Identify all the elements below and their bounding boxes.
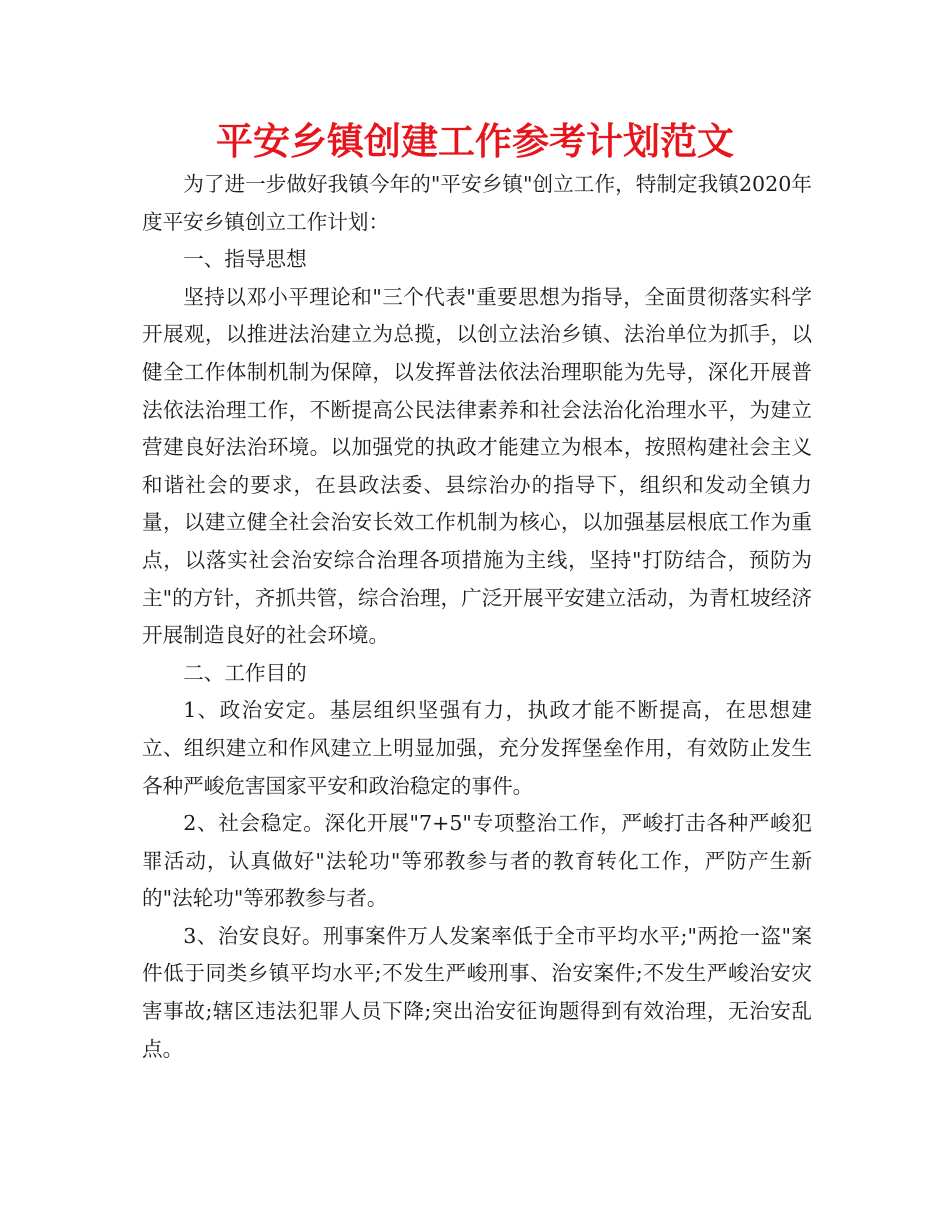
heading-work-goals: 二、工作目的 <box>183 660 307 685</box>
paragraph-goal-political-stability: 1、政治安定。基层组织坚强有力，执政才能不断提高，在思想建立、组织建立和作风建立上明显加强，充分发挥堡垒作用，有效防止发生各种严峻危害国家平安和政治稳定的事件。 <box>142 698 812 798</box>
paragraph-goal-social-stability: 2、社会稳定。深化开展"7+5"专项整治工作，严峻打击各种严峻犯罪活动，认真做好"法轮功"等邪教参与者的教育转化工作，严防产生新的"法轮功"等邪教参与者。 <box>142 811 812 911</box>
paragraph-intro: 为了进一步做好我镇今年的"平安乡镇"创立工作，特制定我镇2020年度平安乡镇创立工作计划： <box>142 172 812 234</box>
paragraph-goal-public-security: 3、治安良好。刑事案件万人发案率低于全市平均水平;"两抢一盗"案件低于同类乡镇平均水平;不发生严峻刑事、治安案件;不发生严峻治安灾害事故;辖区违法犯罪人员下降;突出治安征询题得到有效治理，无治安乱点。 <box>142 923 812 1061</box>
document-title: 平安乡镇创建工作参考计划范文 <box>216 120 734 163</box>
paragraph-guiding-ideology: 坚持以邓小平理论和"三个代表"重要思想为指导，全面贯彻落实科学开展观，以推进法治建立为总揽，以创立法治乡镇、法治单位为抓手，以健全工作体制机制为保障，以发挥普法依法治理职能为先导，深化开展普法依法治理工作，不断提高公民法律素养和社会法治化治理水平，为建立营建良好法治环境。以加强党的执政才能建立为根本，按照构建社会主义和谐社会的要求，在县政法委、县综治办的指导下，组织和发动全镇力量，以建立健全社会治安长效工作机制为核心，以加强基层根底工作为重点，以落实社会治安综合治理各项措施为主线，坚持"打防结合，预防为主"的方针，齐抓共管，综合治理，广泛开展平安建立活动，为青杠坡经济开展制造良好的社会环境。 <box>142 284 812 648</box>
document-body <box>142 166 812 1068</box>
heading-guiding-ideology: 一、指导思想 <box>183 247 307 272</box>
